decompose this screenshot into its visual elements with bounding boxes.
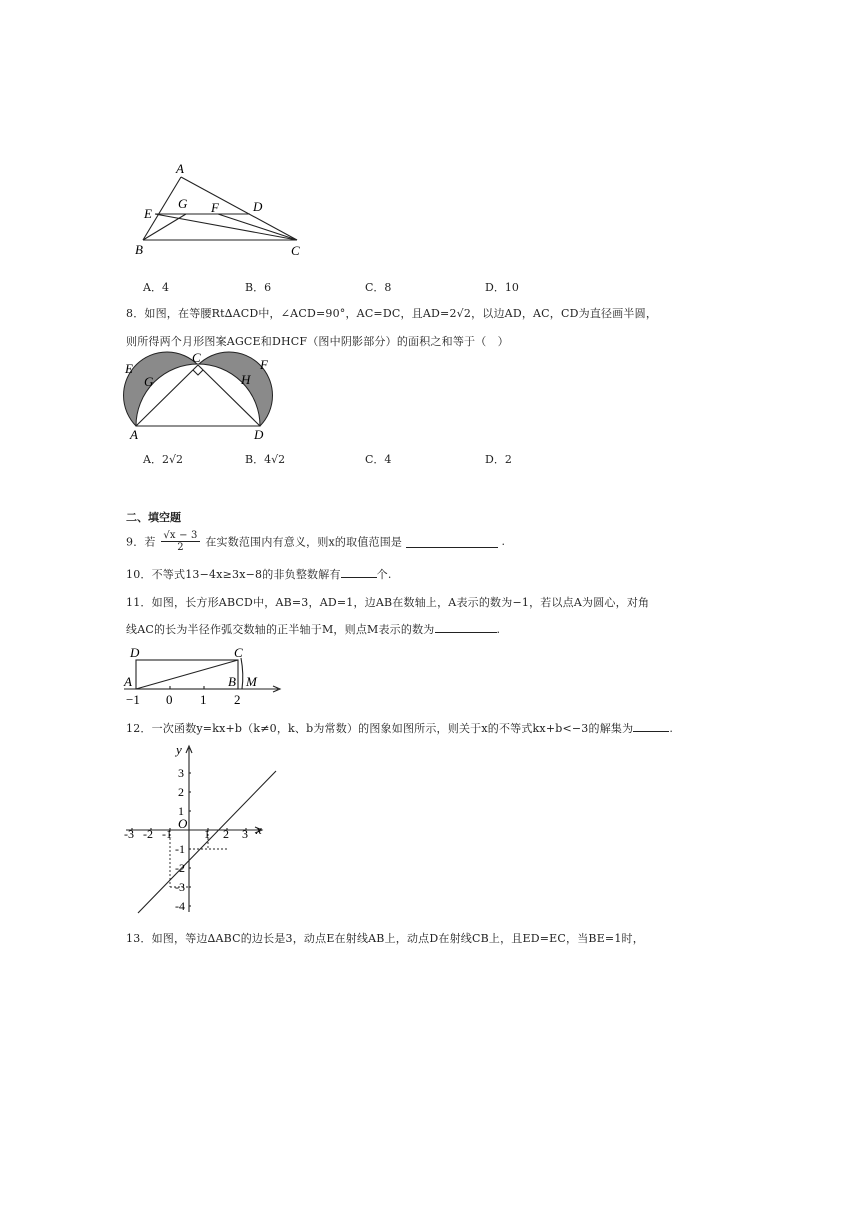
q9-end: . — [501, 535, 506, 548]
q10 — [126, 566, 392, 582]
q12 — [126, 720, 673, 736]
q13: 13．如图，等边∆ABC的边长是3，动点E在射线AB上，动点D在射线CB上，且ED=EC，当BE=1时， — [126, 932, 644, 945]
label-M: M — [246, 674, 257, 689]
figure-q12 — [118, 740, 288, 920]
label-G: G — [144, 374, 154, 389]
q8-option-c: C．4 — [365, 453, 392, 466]
q10-answer-blank[interactable] — [341, 566, 377, 578]
label-C: C — [291, 243, 300, 258]
label-A: A — [124, 674, 132, 689]
q10-text: 10．不等式13−4x≥3x−8的非负整数解有 — [126, 568, 341, 581]
q11-line2-text: 线AC的长为半径作弧交数轴的正半轴于M，则点M表示的数为 — [126, 623, 435, 636]
x-tick-2: 2 — [223, 827, 229, 841]
label-B: B — [135, 242, 143, 257]
x-tick--3: -3 — [124, 827, 134, 841]
x-tick-1: 1 — [204, 827, 210, 841]
figure-q8 — [118, 348, 278, 444]
label-D: D — [130, 645, 140, 660]
label-C: C — [192, 350, 201, 365]
lune-diagram — [118, 348, 278, 444]
q9-fraction-bottom: 2 — [177, 542, 184, 553]
q11-line2 — [126, 621, 500, 637]
y-tick--2: -2 — [175, 861, 185, 875]
q7-option-c: C．8 — [365, 281, 392, 294]
label-D: D — [253, 199, 263, 214]
tick-1: 1 — [200, 692, 207, 707]
label-A: A — [176, 161, 184, 176]
q7-option-a: A．4 — [143, 281, 169, 294]
q9-answer-blank[interactable] — [406, 536, 498, 548]
label-G: G — [178, 196, 188, 211]
label-E: E — [125, 361, 133, 376]
q8-option-b: B．4√2 — [245, 453, 286, 466]
q9-prefix: 9．若 — [126, 535, 156, 549]
x-tick--1: -1 — [162, 827, 172, 841]
label-E: E — [144, 206, 152, 221]
q11-end: . — [496, 623, 501, 636]
y-tick--1: -1 — [175, 842, 185, 856]
y-tick-2: 2 — [178, 785, 184, 799]
label-B: B — [228, 674, 236, 689]
q11-answer-blank[interactable] — [435, 621, 497, 633]
origin-label: O — [178, 816, 188, 831]
q8-line2: 则所得两个月形图案AGCE和DHCF（图中阴影部分）的面积之和等于（ ） — [126, 335, 509, 348]
y-tick--3: -3 — [175, 880, 185, 894]
q12-end: . — [669, 722, 674, 735]
label-C: C — [234, 645, 243, 660]
y-tick-3: 3 — [178, 766, 184, 780]
q12-text: 12．一次函数y=kx+b（k≠0，k、b为常数）的图象如图所示，则关于x的不等式kx+b<−3的解集为 — [126, 722, 634, 735]
number-line-diagram — [118, 642, 288, 708]
q9 — [126, 530, 505, 560]
figure-q7 — [130, 160, 310, 260]
q10-end: 个. — [376, 568, 392, 581]
y-tick--4: -4 — [175, 899, 185, 913]
tick-0: 0 — [166, 692, 173, 707]
label-H: H — [241, 372, 251, 387]
figure-q11 — [118, 642, 288, 708]
axis-x-label: x — [256, 822, 262, 837]
tick-neg1: −1 — [126, 692, 140, 707]
q11-line1: 11．如图，长方形ABCD中，AB=3，AD=1，边AB在数轴上，A表示的数为−1，若以点A为圆心，对角 — [126, 596, 650, 609]
y-tick-1: 1 — [178, 804, 184, 818]
linear-function-graph — [118, 740, 288, 920]
label-F: F — [260, 357, 268, 372]
q7-option-b: B．6 — [245, 281, 272, 294]
section-title: 二、填空题 — [126, 511, 181, 524]
q9-fraction-top: √x − 3 — [163, 530, 198, 541]
label-D: D — [254, 427, 264, 442]
x-tick--2: -2 — [143, 827, 153, 841]
q8-option-a: A．2√2 — [143, 453, 183, 466]
label-A: A — [130, 427, 138, 442]
q9-suffix: 在实数范围内有意义，则x的取值范围是 — [205, 535, 403, 549]
label-F: F — [211, 200, 219, 215]
triangle-diagram — [130, 160, 310, 260]
q9-fraction — [161, 530, 199, 553]
q7-option-d: D．10 — [485, 281, 519, 294]
x-tick-3: 3 — [242, 827, 248, 841]
q8-line1: 8．如图，在等腰Rt∆ACD中，∠ACD=90°，AC=DC，且AD=2√2，以边AD，AC，CD为直径画半圆， — [126, 307, 658, 320]
q8-option-d: D．2 — [485, 453, 512, 466]
axis-y-label: y — [176, 742, 182, 757]
q12-answer-blank[interactable] — [633, 720, 669, 732]
tick-2: 2 — [234, 692, 241, 707]
